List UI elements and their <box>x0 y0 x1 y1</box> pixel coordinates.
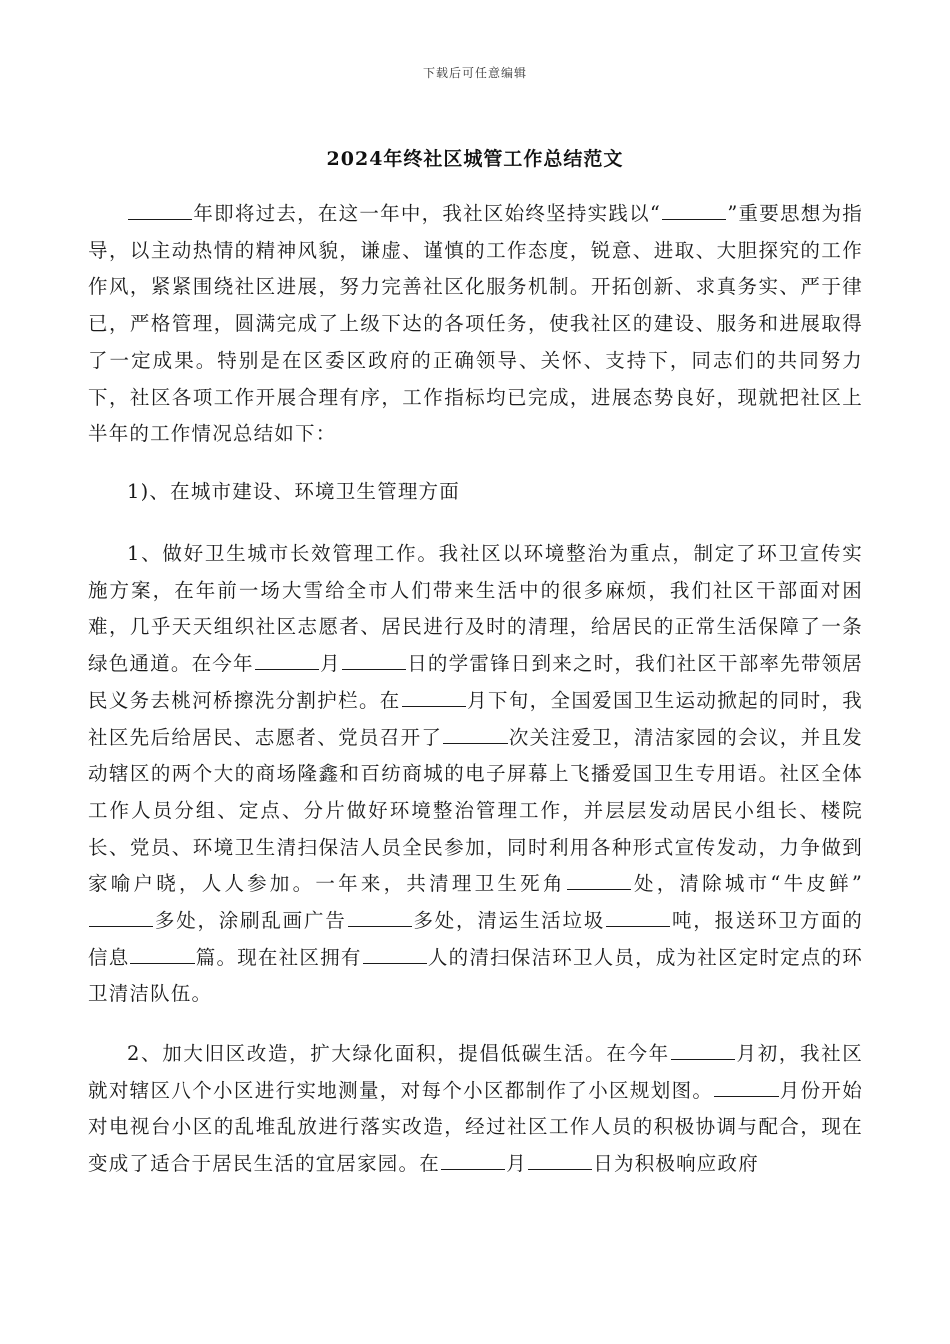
header-note: 下载后可任意编辑 <box>422 66 527 80</box>
section-heading <box>88 474 863 511</box>
paragraph-text: 多处，清运生活垃圾 <box>412 909 606 933</box>
paragraph-text: 日的学雷锋日到来之时，我们社区干部率先带领居民义务去桃河桥擦洗分割护栏。在 <box>88 652 863 712</box>
fill-in-blank <box>342 650 406 671</box>
fill-in-blank <box>567 870 631 891</box>
paragraph-text: 日为积极响应政府 <box>593 1152 759 1176</box>
paragraph-text: ”重要思想为指导，以主动热情的精神风貌，谦虚、谨慎的工作态度，锐意、进取、大胆探究的工作作风，紧紧围绕社区进展，努力完善社区化服务机制。开拓创新、求真务实、严于律已，严格管理，圆满完成了上级下达的各项任务，使我社区的建设、服务和进展取得了一定成果。特别是在区委区政府的正确领导、关怀、支持下，同志们的共同努力下，社区各项工作开展合理有序，工作指标均已完成，进展态势良好，现就把社区上半年的工作情况总结如下： <box>88 202 863 446</box>
fill-in-blank <box>363 943 427 964</box>
fill-in-blank <box>89 907 153 928</box>
fill-in-blank <box>671 1040 735 1061</box>
fill-in-blank <box>130 943 194 964</box>
fill-in-blank <box>441 1150 505 1171</box>
paragraph-text: 次关注爱卫，清洁家园的会议，并且发动辖区的两个大的商场隆鑫和百纺商城的电子屏幕上飞播爱国卫生专用语。社区全体工作人员分组、定点、分片做好环境整治管理工作，并层层发动居民小组长、楼院长、党员、环境卫生清扫保洁人员全民参加，同时利用各种形式宣传发动，力争做到家喻户晓，人人参加。一年来，共清理卫生死角 <box>88 725 863 896</box>
paragraph-text: 处，清除城市“牛皮鲜” <box>631 872 863 896</box>
fill-in-blank <box>714 1076 778 1097</box>
paragraph-text: 月初，我社区就对辖区八个小区进行实地测量，对每个小区都制作了小区规划图。 <box>88 1042 863 1102</box>
paragraph-text: 多处，涂刷乱画广告 <box>154 909 347 933</box>
fill-in-blank <box>255 650 319 671</box>
paragraph-intro <box>88 196 863 453</box>
fill-in-blank <box>443 723 507 744</box>
fill-in-blank <box>662 200 726 221</box>
fill-in-blank <box>348 907 412 928</box>
paragraph-text: 人的清扫保洁环卫人员，成为社区定时定点的环卫清洁队伍。 <box>88 945 863 1006</box>
paragraph-text: 月 <box>320 652 341 676</box>
fill-in-blank <box>402 686 466 707</box>
paragraph-text: 月 <box>506 1152 527 1176</box>
document-title: 2024年终社区城管工作总结范文 <box>326 148 624 170</box>
paragraph-sanitation <box>88 536 863 1013</box>
paragraph-text: 篇。现在社区拥有 <box>195 945 362 969</box>
fill-in-blank <box>606 907 670 928</box>
fill-in-blank <box>128 200 192 221</box>
paragraph-text: 年即将过去，在这一年中，我社区始终坚持实践以“ <box>193 202 661 225</box>
paragraph-text: 1、做好卫生城市长效管理工作。我社区以环境整治为重点，制定了环卫宣传实施方案，在年前一场大雪给全市人们带来生活中的很多麻烦，我们社区干部面对困难，几乎天天组织社区志愿者、居民进行及时的清理，给居民的正常生活保障了一条绿色通道。在今年 <box>88 542 863 676</box>
paragraph-text: 月下旬，全国爱国卫生运动掀起的同时，我社区先后给居民、志愿者、党员召开了 <box>88 688 863 749</box>
fill-in-blank <box>528 1150 592 1171</box>
paragraph-text: 1)、在城市建设、环境卫生管理方面 <box>127 480 460 503</box>
paragraph-renovation <box>88 1036 863 1183</box>
paragraph-text: 月份开始对电视台小区的乱堆乱放进行落实改造，经过社区工作人员的积极协调与配合，现在变成了适合于居民生活的宜居家园。在 <box>88 1078 863 1176</box>
paragraph-text: 吨，报送环卫方面的信息 <box>88 909 863 969</box>
paragraph-text: 2、加大旧区改造，扩大绿化面积，提倡低碳生活。在今年 <box>127 1042 670 1065</box>
